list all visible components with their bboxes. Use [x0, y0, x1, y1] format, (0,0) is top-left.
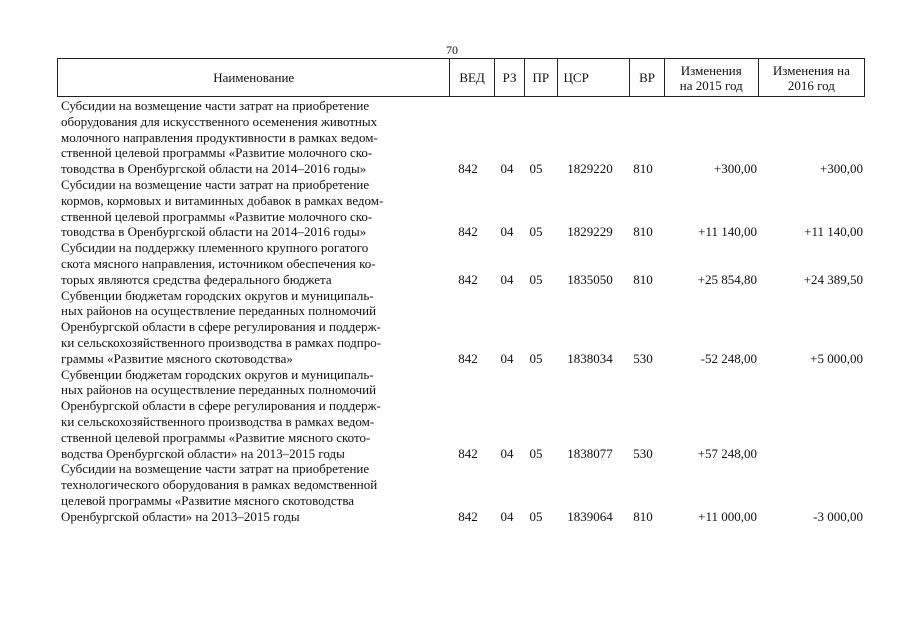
row-name-line: Субсидии на возмещение части затрат на приобретение	[61, 176, 370, 192]
pr-cell: 05	[529, 161, 543, 177]
row-name-line: Оренбургской области в сфере регулирования и поддерж-	[61, 398, 381, 414]
header-2015-line2: на 2015 год	[679, 77, 743, 93]
vr-cell: 810	[633, 508, 653, 524]
rz-cell: 04	[500, 350, 514, 366]
row-name-line: целевой программы «Развитие мясного скотоводства	[61, 492, 355, 508]
row-name-line: ных районов на осуществление переданных полномочий	[61, 303, 377, 319]
table-body	[57, 98, 865, 525]
vr-cell: 810	[633, 161, 653, 177]
change-2016-cell: +300,00	[819, 161, 863, 177]
header-2016	[758, 59, 864, 97]
row-name-line: водства Оренбургской области» на 2013–2015 годы	[61, 445, 345, 461]
table-row	[57, 240, 865, 287]
row-name-line: ки сельскохозяйственного производства в рамках ведом-	[61, 413, 375, 429]
row-name	[57, 177, 443, 240]
csr-cell: 1839064	[567, 508, 613, 524]
row-name-line: ственной целевой программы «Развитие молочного ско-	[61, 208, 373, 224]
ved-cell: 842	[458, 161, 478, 177]
row-name	[57, 240, 443, 287]
change-2016-cell: +24 389,50	[803, 271, 863, 287]
row-name	[57, 461, 443, 524]
vr-cell: 810	[633, 224, 653, 240]
header-2016-line2: 2016 год	[787, 77, 835, 93]
header-2015-line1: Изменения	[680, 62, 742, 78]
rz-cell: 04	[500, 161, 514, 177]
row-name-line: Субвенции бюджетам городских округов и муниципаль-	[61, 366, 374, 382]
change-2015-cell: -52 248,00	[700, 350, 757, 366]
header-csr: ЦСР	[557, 59, 630, 97]
rz-cell: 04	[500, 508, 514, 524]
row-name-line: граммы «Развитие мясного скотоводства»	[61, 350, 293, 366]
table-row	[57, 461, 865, 524]
row-name-line: товодства в Оренбургской области на 2014–2016 годы»	[61, 224, 367, 240]
pr-cell: 05	[529, 350, 543, 366]
pr-cell: 05	[529, 508, 543, 524]
row-name-line: торых являются средства федерального бюджета	[61, 271, 332, 287]
row-name-line: технологического оборудования в рамках ведомственной	[61, 477, 378, 493]
ved-cell: 842	[458, 271, 478, 287]
csr-cell: 1838077	[567, 445, 613, 461]
header-rz: РЗ	[494, 59, 524, 97]
vr-cell: 530	[633, 350, 653, 366]
change-2015-cell: +300,00	[713, 161, 757, 177]
row-name	[57, 367, 443, 462]
page-number: 70	[446, 43, 458, 57]
vr-cell: 530	[633, 445, 653, 461]
change-2015-cell: +25 854,80	[697, 271, 757, 287]
ved-cell: 842	[458, 224, 478, 240]
table-row	[57, 177, 865, 240]
row-name-line: кормов, кормовых и витаминных добавок в рамках ведом-	[61, 192, 384, 208]
change-2015-cell: +11 140,00	[698, 224, 757, 240]
rz-cell: 04	[500, 224, 514, 240]
row-name-line: ки сельскохозяйственного производства в рамках подпро-	[61, 334, 382, 350]
row-name	[57, 98, 443, 177]
table-row	[57, 367, 865, 462]
header-ved: ВЕД	[450, 59, 494, 97]
table-row	[57, 288, 865, 367]
row-name-line: Оренбургской области» на 2013–2015 годы	[61, 508, 300, 524]
row-name-line: оборудования для искусственного осеменения животных	[61, 113, 378, 129]
change-2015-cell: +11 000,00	[698, 508, 757, 524]
header-2016-line1: Изменения на	[772, 62, 850, 78]
vr-cell: 810	[633, 271, 653, 287]
change-2016-cell: +5 000,00	[810, 350, 863, 366]
change-2016-cell: +11 140,00	[804, 224, 863, 240]
ved-cell: 842	[458, 508, 478, 524]
csr-cell: 1838034	[567, 350, 613, 366]
row-name-line: Субсидии на возмещение части затрат на приобретение	[61, 461, 370, 477]
row-name-line: ственной целевой программы «Развитие молочного ско-	[61, 145, 373, 161]
row-name	[57, 288, 443, 367]
change-2015-cell: +57 248,00	[697, 445, 757, 461]
row-name-line: ных районов на осуществление переданных полномочий	[61, 382, 377, 398]
row-name-line: товодства в Оренбургской области на 2014–2016 годы»	[61, 161, 367, 177]
row-name-line: скота мясного направления, источником обеспечения ко-	[61, 255, 376, 271]
header-pr: ПР	[525, 59, 557, 97]
row-name-line: молочного направления продуктивности в рамках ведом-	[61, 129, 378, 145]
header-name: Наименование	[58, 59, 450, 97]
pr-cell: 05	[529, 445, 543, 461]
header-vr: ВР	[630, 59, 664, 97]
row-name-line: Оренбургской области в сфере регулирования и поддерж-	[61, 319, 381, 335]
rz-cell: 04	[500, 445, 514, 461]
csr-cell: 1835050	[567, 271, 613, 287]
table-header	[57, 58, 865, 97]
row-name-line: ственной целевой программы «Развитие мясного ското-	[61, 429, 371, 445]
ved-cell: 842	[458, 445, 478, 461]
table-row	[57, 98, 865, 177]
rz-cell: 04	[500, 271, 514, 287]
change-2016-cell: -3 000,00	[813, 508, 863, 524]
pr-cell: 05	[529, 224, 543, 240]
row-name-line: Субсидии на возмещение части затрат на приобретение	[61, 98, 370, 113]
pr-cell: 05	[529, 271, 543, 287]
row-name-line: Субвенции бюджетам городских округов и муниципаль-	[61, 287, 374, 303]
ved-cell: 842	[458, 350, 478, 366]
header-2015	[664, 59, 758, 97]
row-name-line: Субсидии на поддержку племенного крупного рогатого	[61, 240, 369, 256]
csr-cell: 1829220	[567, 161, 613, 177]
csr-cell: 1829229	[567, 224, 613, 240]
